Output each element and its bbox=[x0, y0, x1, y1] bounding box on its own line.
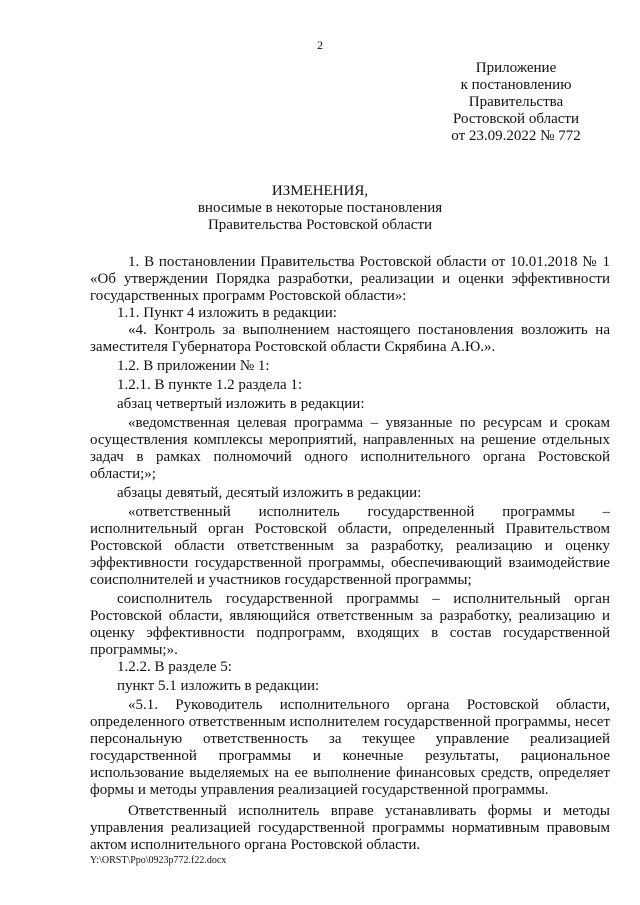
appendix-block bbox=[400, 60, 632, 145]
document-body bbox=[90, 254, 610, 854]
paragraph: «ведомственная целевая программа – увязанные по ресурсам и срокам осуществления комплексы мероприятий, направленных на решение отдельных задач в рамках полномочий одного исполнительного органа Ростовской области;»; bbox=[90, 415, 610, 482]
paragraph: «5.1. Руководитель исполнительного органа Ростовской области, определенного ответственным исполнителем государственной программы, несет персональную ответственность за текущее управление реализацией государственной программы и конечные результаты, рациональное использование выделяемых на ее выполнение финансовых средств, определяет формы и методы управления реализацией государственной программы. bbox=[90, 697, 610, 798]
paragraph: Ответственный исполнитель вправе устанавливать формы и методы управления реализацией государственной программы нормативным правовым актом исполнительного органа Ростовской области. bbox=[90, 803, 610, 853]
title-subline: Правительства Ростовской области bbox=[207, 217, 433, 233]
appendix-line: Приложение bbox=[475, 60, 557, 76]
page-number: 2 bbox=[317, 38, 323, 52]
appendix-line: Ростовской области bbox=[453, 111, 579, 127]
paragraph: 1.2. В приложении № 1: bbox=[117, 358, 270, 374]
paragraph: «ответственный исполнитель государственной программы – исполнительный орган Ростовской области, определенный Правительством Ростовской области ответственным за разработку, реализацию и оценку эффективности государственной программы, обеспечивающий взаимодействие соисполнителей и участников государственной программы; bbox=[90, 504, 610, 588]
title-subline: вносимые в некоторые постановления bbox=[197, 200, 443, 216]
paragraph: абзац четвертый изложить в редакции: bbox=[117, 396, 365, 412]
paragraph: пункт 5.1 изложить в редакции: bbox=[117, 678, 320, 694]
file-path-footer: Y:\ORST\Ppo\0923p772.f22.docx bbox=[90, 855, 227, 866]
paragraph: 1.2.1. В пункте 1.2 раздела 1: bbox=[117, 377, 303, 393]
paragraph: 1.1. Пункт 4 изложить в редакции: bbox=[117, 305, 337, 321]
document-title bbox=[0, 183, 640, 234]
title-heading: ИЗМЕНЕНИЯ, bbox=[271, 183, 369, 199]
appendix-line: Правительства bbox=[468, 94, 564, 110]
paragraph: соисполнитель государственной программы – исполнительный орган Ростовской области, являющийся ответственным за разработку, реализацию и оценку эффективности подпрограмм, входящих в состав государственной программы;». bbox=[90, 591, 610, 658]
paragraph: 1.2.2. В разделе 5: bbox=[117, 659, 232, 675]
appendix-line: от 23.09.2022 № 772 bbox=[451, 128, 581, 144]
appendix-line: к постановлению bbox=[460, 77, 572, 93]
paragraph: абзацы девятый, десятый изложить в редакции: bbox=[117, 485, 422, 501]
paragraph: «4. Контроль за выполнением настоящего постановления возложить на заместителя Губернатора Ростовской области Скрябина А.Ю.». bbox=[90, 322, 610, 355]
paragraph: 1. В постановлении Правительства Ростовской области от 10.01.2018 № 1 «Об утверждении Порядка разработки, реализации и оценки эффективности государственных программ Ростовской области»: bbox=[90, 254, 610, 304]
